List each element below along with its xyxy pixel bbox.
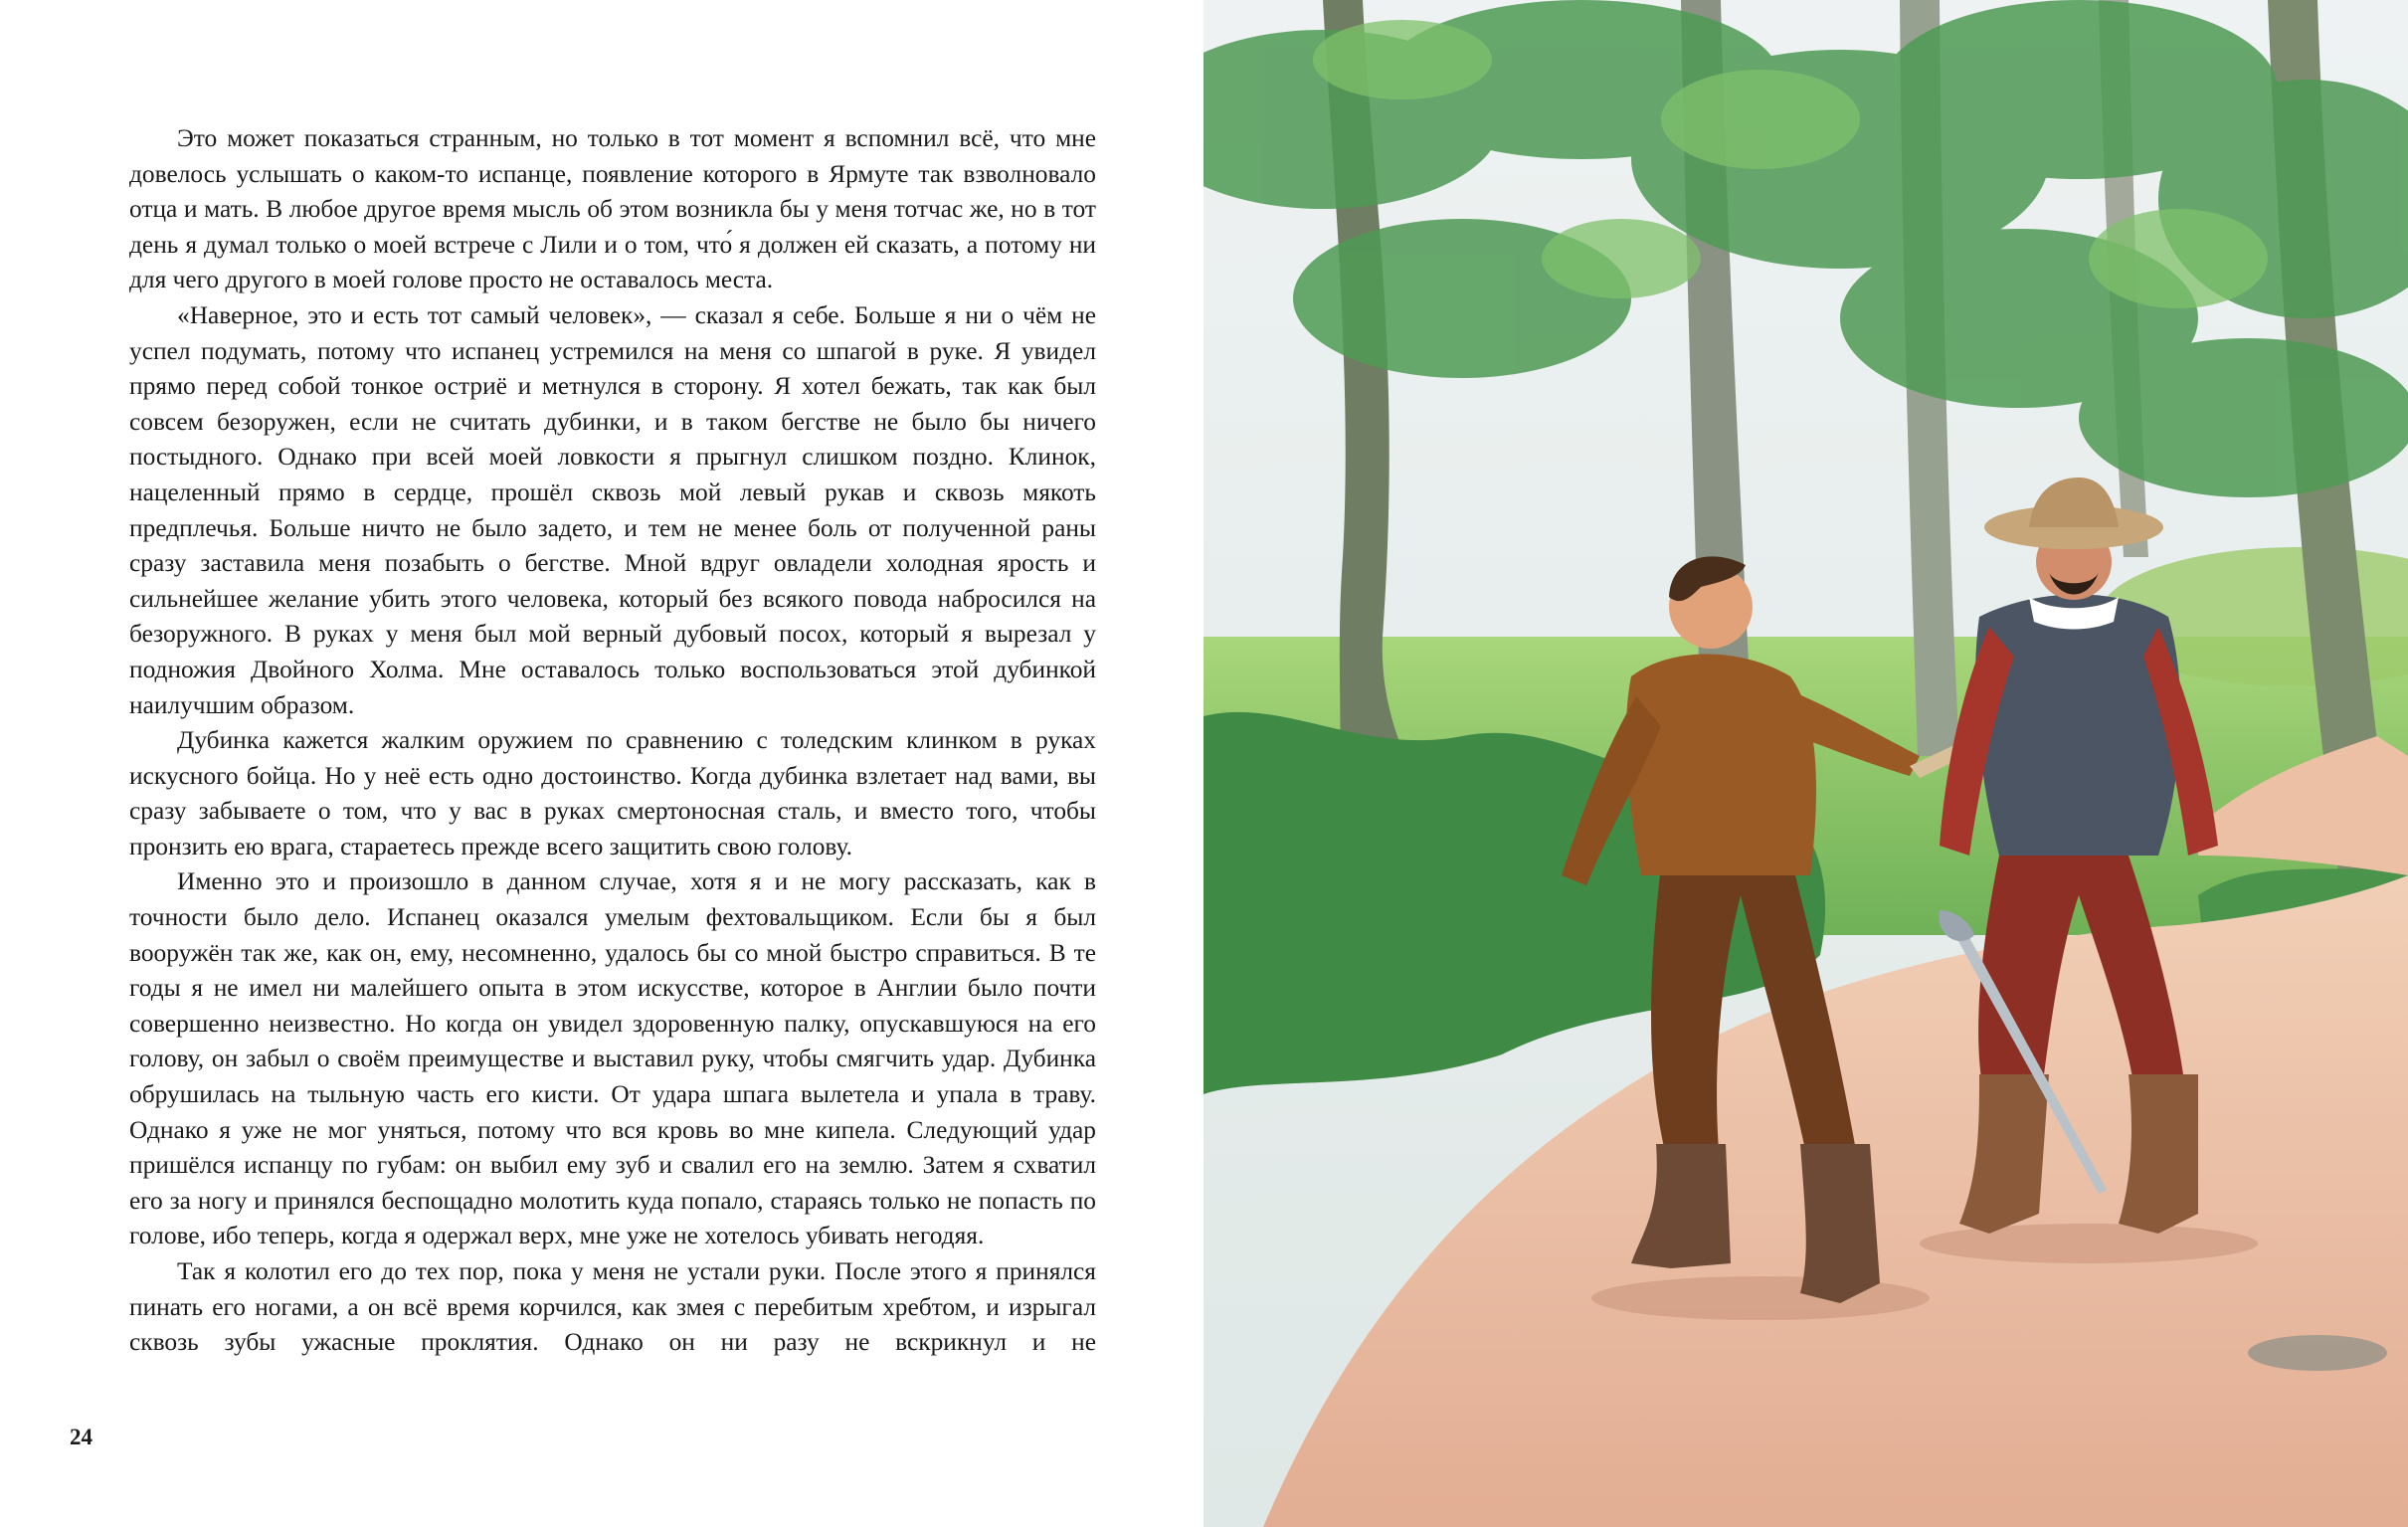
paragraph-3: Дубинка кажется жалким оружием по сравнению с толедским клинком в руках искусного бойца. Но у неё есть одно достоинство. Когда дубинка взлетает над вами, вы сразу забываете о том, что у вас в руках смертоносная сталь, и вместо того, чтобы пронзить ею врага, стараетесь прежде всего защитить свою голову.: [129, 726, 1096, 860]
paragraph-4: Именно это и произошло в данном случае, хотя я и не могу рассказать, как в точности было дело. Испанец оказался умелым фехтовальщиком. Если бы я был вооружён так же, как он, ему, несомненно, удалось бы со мной быстро справиться. В те годы я не имел ни малейшего опыта в этом искусстве, которое в Англии было почти совершенно неизвестно. Но когда он увидел здоровенную палку, опускавшуюся на его голову, он забыл о своём преимуществе и выставил руку, чтобы смягчить удар. Дубинка обрушилась на тыльную часть его кисти. От удара шпага вылетела и упала в траву. Однако я уже не мог уняться, потому что вся кровь во мне кипела. Следующий удар пришёлся испанцу по губам: он выбил ему зуб и свалил его на землю. Затем я схватил его за ногу и принялся беспощадно молотить куда попало, стараясь только не попасть по голове, ибо теперь, когда я одержал верх, мне уже не хотелось убивать негодяя.: [129, 867, 1096, 1250]
youth-boot-right: [1800, 1144, 1880, 1303]
spaniard-doublet: [1975, 595, 2180, 857]
youth-jacket: [1626, 655, 1816, 876]
shadow-spaniard: [1920, 1224, 2258, 1263]
watercolor-scene: [1204, 0, 2408, 1527]
illustration-duel: [1204, 0, 2408, 1527]
paragraph-2: «Наверное, это и есть тот самый человек», — сказал я себе. Больше я ни о чём не успел подумать, потому что испанец устремился на меня со шпагой в руке. Я увидел прямо перед собой тонкое остриё и метнулся в сторону. Я хотел бежать, так как был совсем безоружен, если не считать дубинки, и в таком бегстве не было бы ничего постыдного. Однако при всей моей ловкости я прыгнул слишком поздно. Клинок, нацеленный прямо в сердце, прошёл сквозь мой левый рукав и сквозь мякоть предплечья. Больше ничто не было задето, и тем не менее боль от полученной раны сразу заставила меня позабыть о бегстве. Мной вдруг овладели холодная ярость и сильнейшее желание убить этого человека, который без всякого повода набросился на безоружного. В руках у меня был мой верный дубовый посох, который я вырезал у подножия Двойного Холма. Мне оставалось только воспользоваться этой дубинкой наилучшим образом.: [129, 300, 1096, 719]
paragraph-1: Это может показаться странным, но только в тот момент я вспомнил всё, что мне довелось услышать о каком-то испанце, появление которого в Ярмуте так взволновало отца и мать. В любое другое время мысль об этом возникла бы у меня тотчас же, но в тот день я думал только о моей встрече с Лили и о том, что́ я должен ей сказать, а потому ни для чего другого в моей голове просто не оставалось места.: [129, 124, 1096, 294]
puddle: [2248, 1335, 2387, 1371]
body-text: [129, 121, 1096, 1361]
page-number: 24: [70, 1425, 93, 1449]
paragraph-5: Так я колотил его до тех пор, пока у меня не устали руки. После этого я принялся пинать его ногами, а он всё время корчился, как змея с перебитым хребтом, и изрыгал сквозь зубы ужасные проклятия. Однако он ни разу не вскрикнул и не: [129, 1257, 1096, 1357]
